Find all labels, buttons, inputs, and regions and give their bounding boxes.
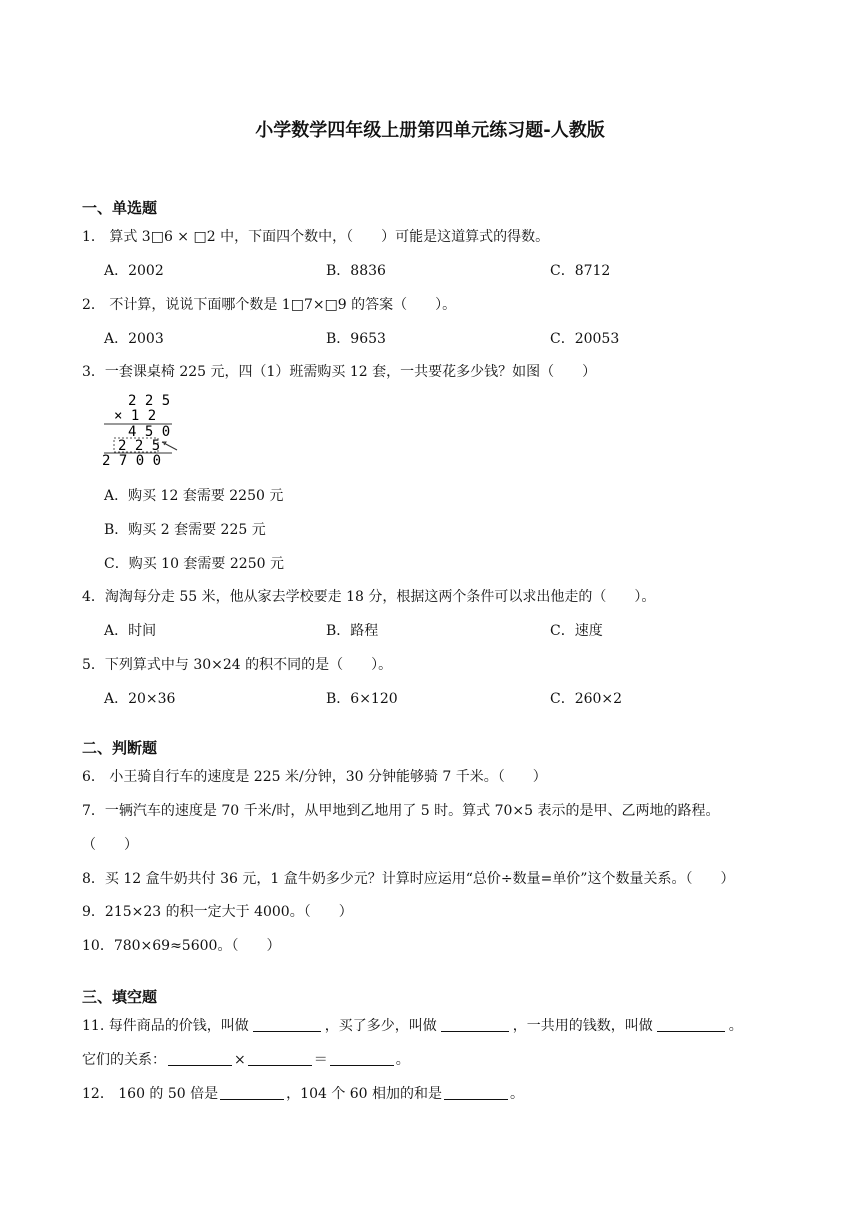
q11-relation-blank-1[interactable] [168, 1051, 232, 1066]
question-1-option-b: B．8836 [326, 263, 386, 279]
question-5-stem: 5．下列算式中与 30×24 的积不同的是（ ）。 [82, 657, 393, 673]
question-4-option-b: B．路程 [326, 623, 379, 639]
question-4-option-c: C．速度 [550, 623, 603, 639]
figure-row-partial-2: 2 2 5 [118, 438, 161, 454]
question-11-line-1 [82, 1015, 743, 1035]
figure-row-partial-1: 4 5 0 [128, 424, 171, 440]
question-3-stem: 3．一套课桌椅 225 元，四（1）班需购买 12 套，一共要花多少钱？如图（ ） [82, 364, 597, 380]
figure-row-multiplicand: 2 2 5 [128, 393, 171, 409]
question-2-option-c: C．20053 [550, 331, 620, 347]
question-7-bracket: （ ） [82, 837, 138, 853]
question-10: 10．780×69≈5600。（ ） [82, 938, 281, 954]
section-heading-single-choice: 一、单选题 [82, 199, 158, 217]
q11-relation-blank-2[interactable] [248, 1051, 312, 1066]
section-heading-true-false: 二、判断题 [82, 739, 158, 757]
q11-text-1: 11. 每件商品的价钱，叫做 [82, 1018, 249, 1034]
q11-relation-blank-3[interactable] [330, 1051, 394, 1066]
question-2-stem: 2． 不计算，说说下面哪个数是 1□7×□9 的答案（ ）。 [82, 297, 457, 313]
q11-text-4: 。 [728, 1018, 743, 1034]
q11-blank-unit-price[interactable] [253, 1017, 321, 1032]
question-2-option-b: B．9653 [326, 331, 386, 347]
page-title: 小学数学四年级上册第四单元练习题-人教版 [255, 120, 605, 141]
q11-blank-total-price[interactable] [657, 1017, 725, 1032]
question-5-option-a: A．20×36 [104, 691, 176, 707]
question-5-option-b: B．6×120 [326, 691, 398, 707]
figure-row-multiplier: × 1 2 [114, 408, 157, 424]
q11-blank-quantity[interactable] [441, 1017, 509, 1032]
q11-times-sign: × [234, 1052, 246, 1068]
question-1-option-a: A．2002 [104, 263, 164, 279]
question-8: 8．买 12 盒牛奶共付 36 元，1 盒牛奶多少元？计算时应运用“总价÷数量=单价”这个数量关系。（ ） [82, 871, 735, 887]
question-3-option-a: A．购买 12 套需要 2250 元 [104, 488, 284, 504]
q12-text-2: ，104 个 60 相加的和是 [286, 1086, 443, 1102]
figure-row-product: 2 7 0 0 [102, 453, 162, 466]
question-5-option-c: C．260×2 [550, 691, 623, 707]
question-1-stem: 1． 算式 3□6 × □2 中，下面四个数中，（ ）可能是这道算式的得数。 [82, 229, 550, 245]
question-7: 7．一辆汽车的速度是 70 千米/时，从甲地到乙地用了 5 时。算式 70×5 表示的是甲、乙两地的路程。 [82, 803, 720, 819]
question-12 [82, 1083, 524, 1103]
q11-line2-end: 。 [395, 1052, 410, 1068]
q12-text-1: 12． 160 的 50 倍是 [82, 1086, 219, 1102]
q12-blank-1[interactable] [220, 1085, 284, 1100]
section-heading-fill-blank: 三、填空题 [82, 988, 158, 1006]
question-2-option-a: A．2003 [104, 331, 164, 347]
q11-text-3: ，一共用的钱数，叫做 [512, 1018, 653, 1034]
q11-relation-label: 它们的关系： [82, 1052, 166, 1068]
q11-text-2: ，买了多少，叫做 [324, 1018, 437, 1034]
q11-equals-sign: ＝ [313, 1052, 328, 1068]
figure-arrow [162, 442, 177, 450]
question-11-line-2 [82, 1049, 410, 1069]
question-6: 6． 小王骑自行车的速度是 225 米/分钟，30 分钟能够骑 7 千米。（ ） [82, 769, 547, 785]
multiplication-figure [100, 392, 178, 466]
q12-blank-2[interactable] [444, 1085, 508, 1100]
q12-text-3: 。 [510, 1086, 525, 1102]
question-9: 9．215×23 的积一定大于 4000。（ ） [82, 904, 353, 920]
question-4-stem: 4．淘淘每分走 55 米，他从家去学校要走 18 分，根据这两个条件可以求出他走的（ ）。 [82, 589, 656, 605]
question-3-option-b: B．购买 2 套需要 225 元 [104, 522, 266, 538]
question-1-option-c: C．8712 [550, 263, 611, 279]
question-4-option-a: A．时间 [104, 623, 157, 639]
question-3-option-c: C．购买 10 套需要 2250 元 [104, 556, 284, 572]
